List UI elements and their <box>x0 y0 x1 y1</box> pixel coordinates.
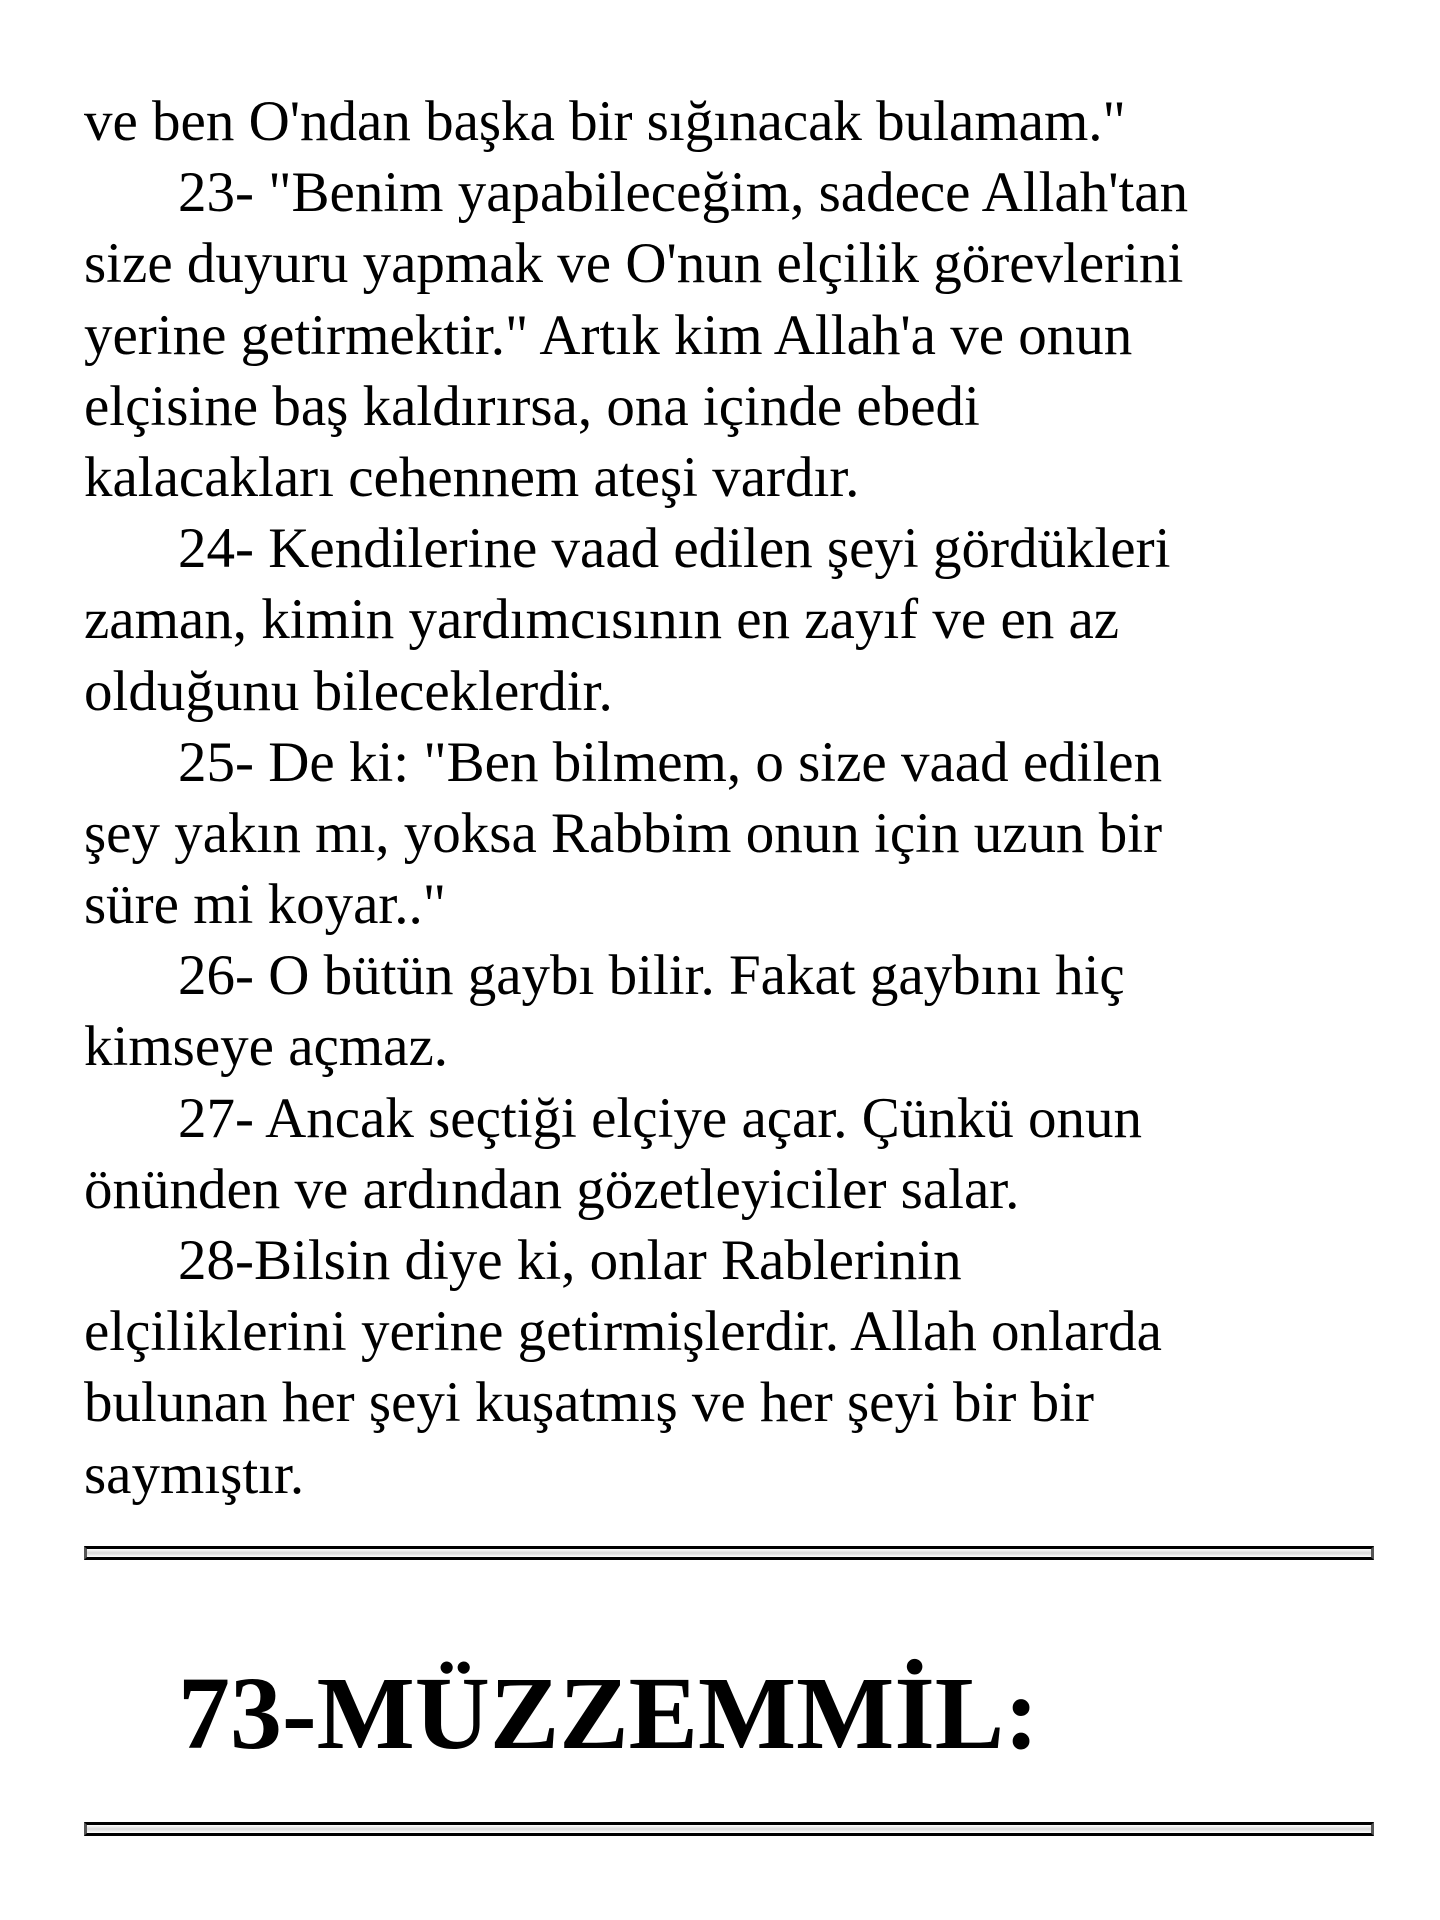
text-line: şey yakın mı, yoksa Rabbim onun için uzun bir <box>84 801 1163 865</box>
text-line: 28-Bilsin diye ki, onlar Rablerinin <box>178 1229 962 1292</box>
text-line: size duyuru yapmak ve O'nun elçilik görevlerini <box>84 232 1184 296</box>
text-line: 27- Ancak seçtiği elçiye açar. Çünkü onun <box>178 1086 1142 1150</box>
text-line: yerine getirmektir." Artık kim Allah'a ve onun <box>84 303 1133 367</box>
text-line: 24- Kendilerine vaad edilen şeyi gördükleri <box>178 517 1171 581</box>
text-line: olduğunu bileceklerdir. <box>84 659 613 723</box>
text-line: kimseye açmaz. <box>84 1015 448 1079</box>
text-line: ve ben O'ndan başka bir sığınacak bulamam." <box>84 90 1126 153</box>
text-line: süre mi koyar.." <box>84 873 447 937</box>
text-line: 23- "Benim yapabileceğim, sadece Allah'tan <box>178 161 1189 225</box>
text-line: 26- O bütün gaybı bilir. Fakat gaybını hiç <box>178 944 1125 1008</box>
divider-bottom <box>84 1822 1374 1836</box>
text-line: 25- De ki: "Ben bilmem, o size vaad edilen <box>178 730 1163 794</box>
text-line: bulunan her şeyi kuşatmış ve her şeyi bir bir <box>84 1371 1094 1435</box>
divider-top <box>84 1546 1374 1560</box>
text-line: önünden ve ardından gözetleyiciler salar. <box>84 1157 1020 1221</box>
body-text <box>84 86 1374 1510</box>
text-line: saymıştır. <box>84 1442 305 1506</box>
section-heading: 73-MÜZZEMMİL: <box>178 1656 1039 1771</box>
text-line: zaman, kimin yardımcısının en zayıf ve en az <box>84 588 1120 652</box>
text-line: kalacakları cehennem ateşi vardır. <box>84 445 860 509</box>
text-line: elçisine baş kaldırırsa, ona içinde ebedi <box>84 374 980 438</box>
text-line: elçiliklerini yerine getirmişlerdir. Allah onlarda <box>84 1300 1162 1364</box>
